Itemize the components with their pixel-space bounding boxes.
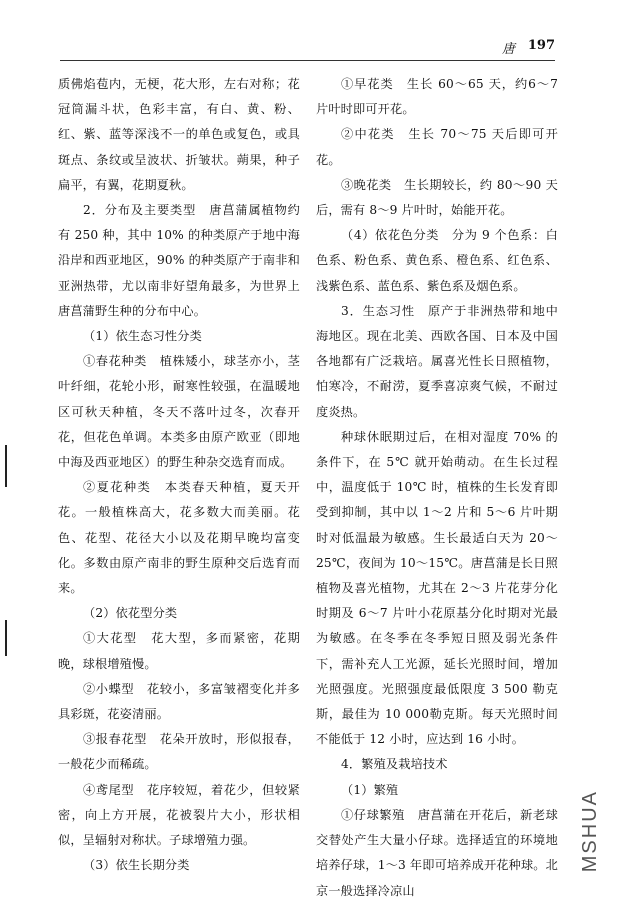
- running-title: 唐: [501, 42, 515, 57]
- paragraph: 2．分布及主要类型 唐菖蒲属植物约有 250 种，其中 10% 的种类原产于地中海沿岸和西亚地区，90% 的种类原产于南非和亚洲热带，尤以南非好望角最多，为世界上唐菖蒲野生种的分布中心。: [58, 203, 300, 318]
- paragraph: ①仔球繁殖 唐菖蒲在开花后，新老球交替处产生大量小仔球。选择适宜的环境地培养仔球，1～3 年即可培养成开花种球。北京一般选择冷凉山: [316, 807, 558, 898]
- header-rule: [60, 60, 555, 61]
- page-header: [60, 38, 555, 58]
- scan-mark: [5, 445, 7, 487]
- paragraph: 3．生态习性 原产于非洲热带和地中海地区。现在北美、西欧各国、日本及中国各地都有广泛栽培。属喜光性长日照植物，怕寒冷，不耐涝，夏季喜凉爽气候，不耐过度炎热。: [316, 303, 558, 419]
- paragraph: 质佛焰苞内，无梗，花大形，左右对称；花冠筒漏斗状，色彩丰富，有白、黄、粉、红、紫、蓝等深浅不一的单色或复色，或具斑点、条纹或呈波状、折皱状。蒴果，种子扁平，有翼，花期夏秋。: [58, 77, 300, 192]
- paragraph: ④鸢尾型 花序较短，着花少，但较紧密，向上方开展，花被裂片大小，形状相似，呈辐射对称状。子球增殖力强。: [58, 782, 300, 848]
- paragraph: ①早花类 生长 60～65 天，约6～7 片叶时即可开花。: [316, 77, 558, 117]
- right-column: [316, 72, 558, 904]
- subheading: （1）依生态习性分类: [83, 329, 202, 344]
- paragraph: ②夏花种类 本类春天种植，夏天开花。一般植株高大，花多数大而美丽。花色、花型、花径大小以及花期早晚均富变化。多数由原产南非的野生原种交后选育而来。: [58, 480, 300, 596]
- paragraph: ③晚花类 生长期较长，约 80～90 天后，需有 8～9 片叶时，始能开花。: [316, 177, 558, 218]
- paragraph: ②中花类 生长 70～75 天后即可开花。: [316, 127, 558, 167]
- paragraph: ③报春花型 花朵开放时，形似报春，一般花少而稀疏。: [58, 732, 300, 772]
- subheading: （1）繁殖: [341, 782, 399, 797]
- paragraph: ①大花型 花大型，多而紧密，花期晚，球根增殖慢。: [58, 631, 300, 671]
- paragraph: ①春花种类 植株矮小，球茎亦小，茎叶纤细，花轮小形，耐寒性较强，在温暖地区可秋天种植，冬天不落叶过冬，次春开花，但花色单调。本类多由原产欧亚（即地中海及西亚地区）的野生种杂交选育而成。: [58, 354, 300, 470]
- watermark-text: MSHUA: [579, 790, 601, 873]
- paragraph: （4）依花色分类 分为 9 个色系：白色系、粉色系、黄色系、橙色系、红色系、浅紫色系、蓝色系、紫色系及烟色系。: [316, 228, 558, 293]
- page-number: 197: [527, 38, 555, 53]
- scan-mark: [5, 620, 7, 656]
- paragraph: 种球休眠期过后，在相对湿度 70% 的条件下，在 5℃ 就开始萌动。在生长过程中，温度低于 10℃ 时，植株的生长发育即受到抑制，其中以 1～2 片和 5～6 片叶期时对低温最为敏感。生长最适白天为 20～25℃，夜间为 10～15℃。唐菖蒲是长日照植物及喜光植物，尤其在 2～3 片花芽分化时期及 6～7 片叶小花原基分化时期对光最为敏感。在冬季在冬季短日照及弱光条件下，需补充人工光源，延长光照时间，增加光照强度。光照强度最低限度 3 500 勒克斯，最佳为 10 000勒克斯。每天光照时间不能低于 12 小时，应达到 16 小时。: [316, 429, 558, 747]
- watermark: [579, 790, 609, 890]
- paragraph: ②小蝶型 花较小，多富皱褶变化并多具彩斑，花姿清丽。: [58, 681, 300, 722]
- left-column: [58, 72, 300, 879]
- section-heading: 4．繁殖及栽培技术: [341, 757, 448, 772]
- subheading: （2）依花型分类: [83, 606, 178, 621]
- subheading: （3）依生长期分类: [83, 858, 190, 873]
